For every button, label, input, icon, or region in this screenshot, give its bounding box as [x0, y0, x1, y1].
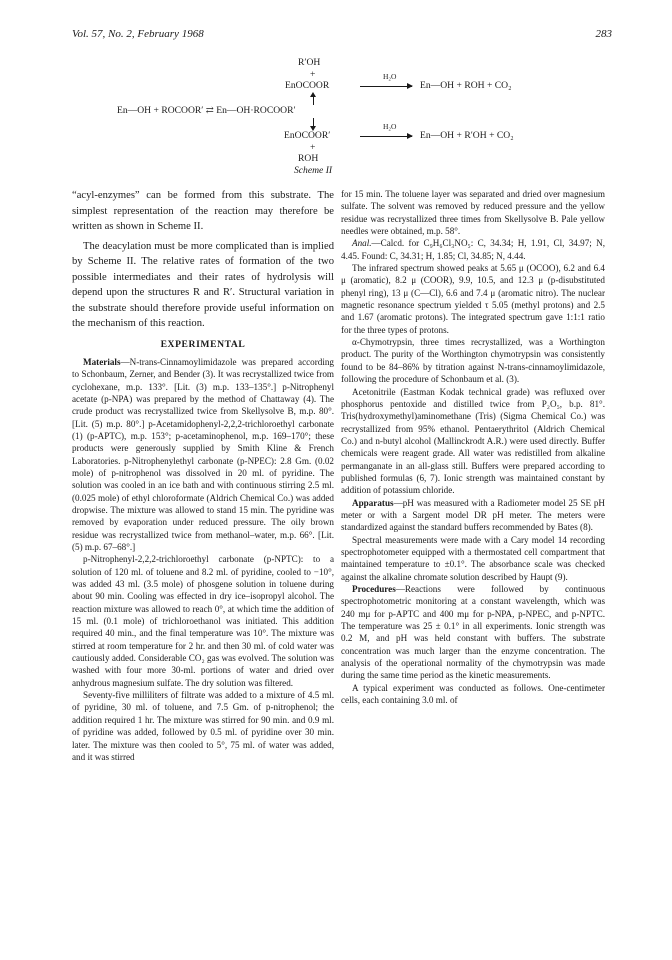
materials-run-in-head: Materials — [83, 356, 121, 367]
scheme-up-arrow — [313, 94, 314, 105]
scheme-top-plus: + — [310, 69, 316, 80]
scheme-top-intermediate: EnOCOOR — [285, 80, 330, 91]
scheme-bottom-reagent: ROH — [298, 153, 319, 164]
materials-paragraph — [72, 356, 334, 554]
chymotrypsin-paragraph: α-Chymotrypsin, three times recrystallized, was a Worthington product. The purity of the Worthington chymotrypsin was consistently found to be 84–86% by titration against N-trans-cinnamoylimidazole, following the procedure of Schonbaum et al. (3). — [341, 337, 605, 385]
scheme-bottom-arrow — [360, 136, 412, 137]
procedures-run-in-head: Procedures — [352, 584, 396, 594]
right-column — [341, 188, 605, 706]
analysis-text: —Calcd. for C₉H₆Cl₃NO₅: C, 34.34; H, 1.91, Cl, 34.97; N, 4.45. Found: C, 34.31; H, 1.85; Cl, 34.85; N, 4.44. — [341, 238, 605, 261]
materials-text: —N-trans-Cinnamoylimidazole was prepared according to Schonbaum, Zerner, and Bender (3). It was recrystallized twice from cyclohexane, m.p. 133°. [Lit. (3) m.p. 133–135°.] p-Nitrophenyl acetate (p-NPA) was prepared by the method of Chattaway (4). The crude product was recrystallized twice from Skellysolve B, m.p. 80°. [Lit. (5) m.p. 80°.] p-Acetamidophenyl-2,2,2-trichloroethyl carbonate (1) (p-APTC), m.p. 153°; p-acetaminophenol, m.p. 169–170°; these products were generously supplied by Smith Kline & French Laboratories. p-Nitrophenylethyl carbonate (p-NPEC): 2.8 Gm. (0.02 mole) of p-nitrophenol was dissolved in 20 ml. of pyridine. The solution was cooled in an ice bath and with continuous stirring 2.5 ml. (0.025 mole) of ethyl chloroformate (Aldrich Chemical Co.) was added dropwise. The mixture was allowed to stand 15 min. The pyridine was removed by evaporation under reduced pressure. The oily brown residue was recrystallized twice from methanol–water, m.p. 66°. [Lit. (5) m.p. 67–68°.] — [72, 356, 334, 552]
scheme-down-arrow — [313, 118, 314, 129]
scheme-top-arrow — [360, 86, 412, 87]
procedures-paragraph — [341, 583, 605, 682]
scheme-caption: Scheme II — [294, 165, 333, 176]
scheme-bottom-intermediate: EnOCOOR′ — [284, 130, 331, 141]
reaction-scheme — [0, 58, 672, 180]
left-column — [72, 188, 334, 763]
scheme-center-equation: En—OH + ROCOOR′ ⇄ En—OH·ROCOOR′ — [117, 105, 296, 116]
scheme-bottom-arrow-label: H₂O — [383, 122, 397, 131]
pnptc-paragraph: p-Nitrophenyl-2,2,2-trichloroethyl carbonate (p-NPTC): to a solution of 120 ml. of toluene and 8.2 ml. of pyridine, cooled to −10°, was added 43 ml. (3.5 mole) of phosgene solution in toluene during about 90 min. Cooling was effected in dry ice–isopropyl alcohol. The reaction mixture was allowed to reach 0°, at which time the addition of 15 ml. (0.1 mole) of trichloroethanol was initiated. This addition required 40 min., and the final temperature was 10°. The mixture was stirred at room temperature for 2 hr. and then 30 ml. of cold water was cautiously added. Considerable CO₂ gas was evolved. The solution was washed with four more 30-ml. portions of water and dried over anhydrous magnesium sulfate. The dry solution was filtered. — [72, 554, 334, 688]
apparatus-paragraph — [341, 497, 605, 534]
toluene-paragraph: for 15 min. The toluene layer was separated and dried over magnesium sulfate. The solvent was removed by reduced pressure and the yellow residue was recrystallized three times from Skellysolve B. Pale yellow needles were obtained, m.p. 58°. — [341, 189, 605, 237]
procedures-text: —Reactions were followed by continuous spectrophotometric monitoring at a constant wavelength, which was 240 mμ for p-APTC and 400 mμ for p-NPA, p-NPEC, and p-NPTC. The temperature was 25 ± 0.1° in all experiments. Ionic strength was 0.2 M, and pH was held constant with buffers. The substrate concentration was much larger than the enzyme concentration. The analysis of the operational normality of the chymotrypsin was made during the same time period as the kinetic measurements. — [341, 584, 605, 681]
analysis-run-in-head: Anal. — [352, 238, 372, 249]
apparatus-run-in-head: Apparatus — [352, 497, 394, 508]
running-head — [72, 28, 612, 44]
infrared-paragraph: The infrared spectrum showed peaks at 5.65 μ (OCOO), 6.2 and 6.4 μ (aromatic), 8.2 μ (COOR), 9.9, 10.5, and 12.3 μ (p-disubstituted phenyl ring), 13 μ (C—Cl), 6.6 and 7.4 μ (aromatic nitro). The nuclear magnetic resonance spectrum yielded τ 5.05 (methyl protons) and 2.5 and 1.67 (aromatic protons). The integrated spectrum gave 1:1:1 ratio for the three types of protons. — [341, 263, 605, 335]
spectral-paragraph: Spectral measurements were made with a Cary model 14 recording spectrophotometer equipped with a thermostated cell compartment that maintained temperature to ±0.1°. The absorbance scale was checked against the alkaline chromate solution described by Haupt (9). — [341, 534, 605, 582]
analysis-paragraph — [341, 237, 605, 262]
page-number: 283 — [595, 28, 612, 40]
reagents-paragraph: Acetonitrile (Eastman Kodak technical grade) was refluxed over phosphorus pentoxide and distilled twice from P₂O₅, b.p. 81°. Tris(hydroxymethyl)aminomethane (Tris) (Sigma Chemical Co.) was recrystallized from 95% ethanol. Pentaerythritol (Aldrich Chemical Co.) and n-butyl alcohol (Mallinckrodt A.R.) were used directly. Buffer chemicals were reagent grade. All water was redistilled from alkaline permanganate in an all-glass still. Buffers were prepared according to published formulas (6, 7). Ionic strength was maintained constant by addition of potassium chloride. — [341, 386, 605, 496]
scheme-bottom-plus: + — [310, 142, 316, 153]
journal-volume-issue: Vol. 57, No. 2, February 1968 — [72, 28, 204, 40]
intro-paragraph-2: The deacylation must be more complicated than is implied by Scheme II. The relative rates of formation of the two possible intermediates and their rates of hydrolysis will depend upon the structures R and R′. Structural variation in the substrate should therefore provide useful information on the mechanism of this reaction. — [72, 240, 334, 329]
scheme-top-arrow-label: H₂O — [383, 72, 397, 81]
scheme-top-reagent: R′OH — [298, 57, 321, 68]
typical-experiment-paragraph: A typical experiment was conducted as follows. One-centimeter cells, each containing 3.0 ml. of — [341, 682, 605, 706]
apparatus-text: —pH was measured with a Radiometer model 25 SE pH meter or with a Sargent model DR pH meter. The meters were standardized against the standard buffers recommended by Bates (8). — [341, 497, 605, 533]
section-heading-experimental: EXPERIMENTAL — [160, 338, 246, 350]
intro-paragraph-1: “acyl-enzymes” can be formed from this substrate. The simplest representation of the reaction may therefore be written as shown in Scheme II. — [72, 190, 334, 232]
scheme-bottom-products: En—OH + R′OH + CO₂ — [420, 130, 514, 141]
filtrate-paragraph: Seventy-five milliliters of filtrate was added to a mixture of 4.5 ml. of pyridine, 30 ml. of toluene, and 7.5 Gm. of p-nitrophenol; the addition required 1 hr. The mixture was stirred for 90 min. and 0.9 ml. of pyridine was added, followed by 0.5 ml. of pyridine over 30 min. later. The mixture was then cooled to 5°, 75 ml. of water was added, and it was stirred — [72, 690, 334, 762]
scheme-top-products: En—OH + ROH + CO₂ — [420, 80, 512, 91]
